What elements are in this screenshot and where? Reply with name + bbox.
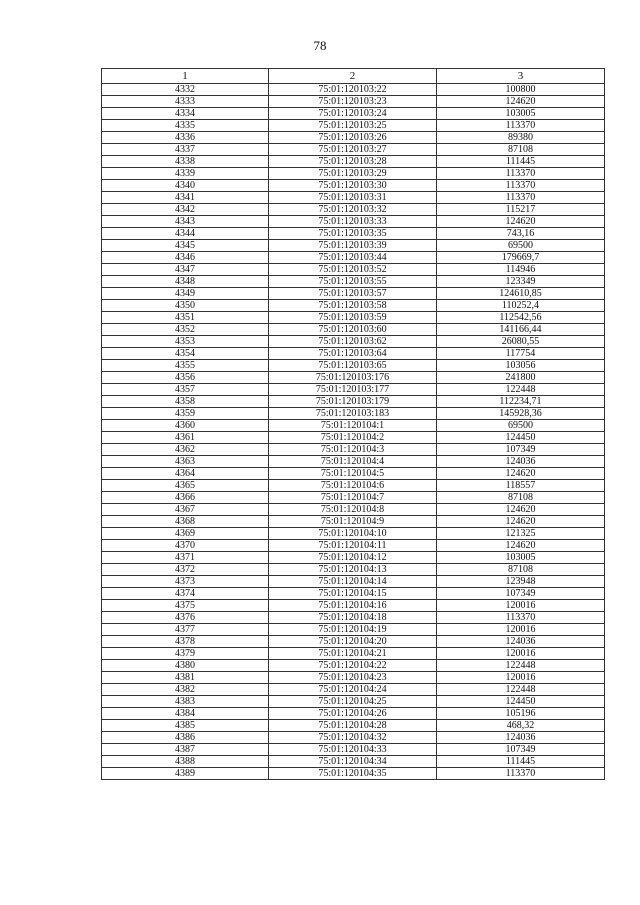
cadastral-number-cell: 75:01:120104:11 [269, 540, 437, 552]
table-row [102, 84, 605, 96]
table-row [102, 360, 605, 372]
table-row [102, 648, 605, 660]
table-row [102, 204, 605, 216]
table-row [102, 228, 605, 240]
table-row [102, 312, 605, 324]
value-cell: 124450 [437, 432, 605, 444]
row-number-cell: 4343 [102, 216, 269, 228]
cadastral-number-cell: 75:01:120103:58 [269, 300, 437, 312]
value-cell: 743,16 [437, 228, 605, 240]
table-row [102, 768, 605, 780]
value-cell: 112542,56 [437, 312, 605, 324]
cadastral-number-cell: 75:01:120104:34 [269, 756, 437, 768]
cadastral-number-cell: 75:01:120103:22 [269, 84, 437, 96]
table-row [102, 408, 605, 420]
value-cell: 122448 [437, 684, 605, 696]
cadastral-number-cell: 75:01:120104:2 [269, 432, 437, 444]
row-number-cell: 4371 [102, 552, 269, 564]
value-cell: 112234,71 [437, 396, 605, 408]
row-number-cell: 4356 [102, 372, 269, 384]
value-cell: 105196 [437, 708, 605, 720]
table-row [102, 192, 605, 204]
value-cell: 107349 [437, 444, 605, 456]
cadastral-number-cell: 75:01:120103:179 [269, 396, 437, 408]
row-number-cell: 4367 [102, 504, 269, 516]
row-number-cell: 4358 [102, 396, 269, 408]
cadastral-number-cell: 75:01:120104:21 [269, 648, 437, 660]
table-row [102, 696, 605, 708]
row-number-cell: 4351 [102, 312, 269, 324]
cadastral-number-cell: 75:01:120104:23 [269, 672, 437, 684]
value-cell: 120016 [437, 600, 605, 612]
value-cell: 124036 [437, 732, 605, 744]
row-number-cell: 4350 [102, 300, 269, 312]
table-row [102, 348, 605, 360]
row-number-cell: 4353 [102, 336, 269, 348]
value-cell: 120016 [437, 624, 605, 636]
cadastral-number-cell: 75:01:120103:60 [269, 324, 437, 336]
cadastral-number-cell: 75:01:120104:18 [269, 612, 437, 624]
value-cell: 114946 [437, 264, 605, 276]
cadastral-number-cell: 75:01:120103:29 [269, 168, 437, 180]
value-cell: 124620 [437, 216, 605, 228]
value-cell: 111445 [437, 156, 605, 168]
row-number-cell: 4348 [102, 276, 269, 288]
row-number-cell: 4370 [102, 540, 269, 552]
row-number-cell: 4347 [102, 264, 269, 276]
cadastral-number-cell: 75:01:120103:177 [269, 384, 437, 396]
table-row [102, 600, 605, 612]
cadastral-number-cell: 75:01:120104:15 [269, 588, 437, 600]
value-cell: 87108 [437, 144, 605, 156]
column-header-3: 3 [437, 69, 605, 84]
value-cell: 122448 [437, 660, 605, 672]
row-number-cell: 4352 [102, 324, 269, 336]
table-row [102, 492, 605, 504]
value-cell: 124450 [437, 696, 605, 708]
value-cell: 120016 [437, 672, 605, 684]
row-number-cell: 4372 [102, 564, 269, 576]
cadastral-number-cell: 75:01:120104:26 [269, 708, 437, 720]
value-cell: 110252,4 [437, 300, 605, 312]
row-number-cell: 4360 [102, 420, 269, 432]
cadastral-number-cell: 75:01:120103:30 [269, 180, 437, 192]
table-row [102, 576, 605, 588]
value-cell: 26080,55 [437, 336, 605, 348]
table-row [102, 276, 605, 288]
table-row [102, 612, 605, 624]
value-cell: 241800 [437, 372, 605, 384]
row-number-cell: 4335 [102, 120, 269, 132]
value-cell: 115217 [437, 204, 605, 216]
table-row [102, 444, 605, 456]
cadastral-number-cell: 75:01:120103:57 [269, 288, 437, 300]
row-number-cell: 4355 [102, 360, 269, 372]
table-row [102, 384, 605, 396]
table-row [102, 432, 605, 444]
row-number-cell: 4359 [102, 408, 269, 420]
table-row [102, 588, 605, 600]
value-cell: 69500 [437, 420, 605, 432]
row-number-cell: 4373 [102, 576, 269, 588]
cadastral-number-cell: 75:01:120104:35 [269, 768, 437, 780]
value-cell: 113370 [437, 180, 605, 192]
row-number-cell: 4357 [102, 384, 269, 396]
row-number-cell: 4389 [102, 768, 269, 780]
cadastral-number-cell: 75:01:120104:7 [269, 492, 437, 504]
cadastral-number-cell: 75:01:120104:19 [269, 624, 437, 636]
cadastral-number-cell: 75:01:120104:20 [269, 636, 437, 648]
table-row [102, 264, 605, 276]
row-number-cell: 4332 [102, 84, 269, 96]
cadastral-number-cell: 75:01:120103:32 [269, 204, 437, 216]
table-row [102, 120, 605, 132]
value-cell: 122448 [437, 384, 605, 396]
table-row [102, 180, 605, 192]
value-cell: 118557 [437, 480, 605, 492]
cadastral-number-cell: 75:01:120104:28 [269, 720, 437, 732]
value-cell: 113370 [437, 768, 605, 780]
cadastral-number-cell: 75:01:120104:13 [269, 564, 437, 576]
row-number-cell: 4382 [102, 684, 269, 696]
row-number-cell: 4375 [102, 600, 269, 612]
table-row [102, 564, 605, 576]
row-number-cell: 4378 [102, 636, 269, 648]
value-cell: 107349 [437, 744, 605, 756]
cadastral-number-cell: 75:01:120103:176 [269, 372, 437, 384]
cadastral-number-cell: 75:01:120104:22 [269, 660, 437, 672]
data-table [101, 68, 605, 780]
cadastral-number-cell: 75:01:120103:52 [269, 264, 437, 276]
table-row [102, 288, 605, 300]
cadastral-number-cell: 75:01:120103:27 [269, 144, 437, 156]
cadastral-number-cell: 75:01:120104:4 [269, 456, 437, 468]
value-cell: 87108 [437, 492, 605, 504]
cadastral-number-cell: 75:01:120103:35 [269, 228, 437, 240]
row-number-cell: 4379 [102, 648, 269, 660]
value-cell: 121325 [437, 528, 605, 540]
row-number-cell: 4333 [102, 96, 269, 108]
table-row [102, 468, 605, 480]
row-number-cell: 4368 [102, 516, 269, 528]
cadastral-number-cell: 75:01:120103:44 [269, 252, 437, 264]
row-number-cell: 4346 [102, 252, 269, 264]
row-number-cell: 4364 [102, 468, 269, 480]
value-cell: 117754 [437, 348, 605, 360]
table-body [102, 84, 605, 780]
cadastral-number-cell: 75:01:120103:24 [269, 108, 437, 120]
table-row [102, 300, 605, 312]
value-cell: 111445 [437, 756, 605, 768]
table-row [102, 540, 605, 552]
value-cell: 468,32 [437, 720, 605, 732]
cadastral-number-cell: 75:01:120104:24 [269, 684, 437, 696]
cadastral-number-cell: 75:01:120103:64 [269, 348, 437, 360]
value-cell: 123349 [437, 276, 605, 288]
value-cell: 124620 [437, 540, 605, 552]
value-cell: 103056 [437, 360, 605, 372]
table-row [102, 324, 605, 336]
table-row [102, 108, 605, 120]
table-row [102, 516, 605, 528]
cadastral-number-cell: 75:01:120104:10 [269, 528, 437, 540]
table-row [102, 144, 605, 156]
value-cell: 124036 [437, 456, 605, 468]
row-number-cell: 4337 [102, 144, 269, 156]
cadastral-number-cell: 75:01:120104:33 [269, 744, 437, 756]
table-row [102, 744, 605, 756]
value-cell: 124620 [437, 504, 605, 516]
table-row [102, 528, 605, 540]
cadastral-number-cell: 75:01:120103:59 [269, 312, 437, 324]
table-row [102, 624, 605, 636]
row-number-cell: 4383 [102, 696, 269, 708]
value-cell: 145928,36 [437, 408, 605, 420]
row-number-cell: 4385 [102, 720, 269, 732]
table-row [102, 504, 605, 516]
table-row [102, 756, 605, 768]
value-cell: 113370 [437, 168, 605, 180]
value-cell: 87108 [437, 564, 605, 576]
row-number-cell: 4362 [102, 444, 269, 456]
value-cell: 124620 [437, 96, 605, 108]
cadastral-number-cell: 75:01:120103:65 [269, 360, 437, 372]
row-number-cell: 4366 [102, 492, 269, 504]
cadastral-number-cell: 75:01:120104:6 [269, 480, 437, 492]
value-cell: 124036 [437, 636, 605, 648]
row-number-cell: 4386 [102, 732, 269, 744]
cadastral-number-cell: 75:01:120103:33 [269, 216, 437, 228]
row-number-cell: 4344 [102, 228, 269, 240]
cadastral-number-cell: 75:01:120104:9 [269, 516, 437, 528]
column-header-2: 2 [269, 69, 437, 84]
row-number-cell: 4376 [102, 612, 269, 624]
value-cell: 179669,7 [437, 252, 605, 264]
cadastral-number-cell: 75:01:120103:25 [269, 120, 437, 132]
value-cell: 123948 [437, 576, 605, 588]
cadastral-number-cell: 75:01:120103:55 [269, 276, 437, 288]
table-row [102, 672, 605, 684]
value-cell: 69500 [437, 240, 605, 252]
value-cell: 100800 [437, 84, 605, 96]
value-cell: 124610,85 [437, 288, 605, 300]
cadastral-number-cell: 75:01:120103:28 [269, 156, 437, 168]
table-row [102, 684, 605, 696]
table-row [102, 636, 605, 648]
value-cell: 103005 [437, 552, 605, 564]
cadastral-number-cell: 75:01:120103:62 [269, 336, 437, 348]
row-number-cell: 4369 [102, 528, 269, 540]
cadastral-number-cell: 75:01:120104:32 [269, 732, 437, 744]
row-number-cell: 4340 [102, 180, 269, 192]
row-number-cell: 4377 [102, 624, 269, 636]
value-cell: 113370 [437, 192, 605, 204]
column-header-1: 1 [102, 69, 269, 84]
cadastral-number-cell: 75:01:120104:14 [269, 576, 437, 588]
table-header [102, 69, 605, 84]
cadastral-number-cell: 75:01:120103:31 [269, 192, 437, 204]
row-number-cell: 4334 [102, 108, 269, 120]
row-number-cell: 4354 [102, 348, 269, 360]
row-number-cell: 4339 [102, 168, 269, 180]
table-row [102, 240, 605, 252]
cadastral-number-cell: 75:01:120104:12 [269, 552, 437, 564]
table-row [102, 372, 605, 384]
cadastral-number-cell: 75:01:120104:5 [269, 468, 437, 480]
value-cell: 124620 [437, 468, 605, 480]
row-number-cell: 4380 [102, 660, 269, 672]
cadastral-number-cell: 75:01:120104:3 [269, 444, 437, 456]
value-cell: 89380 [437, 132, 605, 144]
row-number-cell: 4384 [102, 708, 269, 720]
table-row [102, 252, 605, 264]
table-row [102, 480, 605, 492]
page-number: 78 [313, 38, 327, 53]
row-number-cell: 4365 [102, 480, 269, 492]
row-number-cell: 4336 [102, 132, 269, 144]
table-row [102, 708, 605, 720]
table-row [102, 156, 605, 168]
table-row [102, 96, 605, 108]
table-row [102, 420, 605, 432]
cadastral-number-cell: 75:01:120104:25 [269, 696, 437, 708]
row-number-cell: 4349 [102, 288, 269, 300]
value-cell: 113370 [437, 120, 605, 132]
cadastral-number-cell: 75:01:120104:8 [269, 504, 437, 516]
value-cell: 124620 [437, 516, 605, 528]
row-number-cell: 4345 [102, 240, 269, 252]
value-cell: 141166,44 [437, 324, 605, 336]
row-number-cell: 4374 [102, 588, 269, 600]
row-number-cell: 4341 [102, 192, 269, 204]
cadastral-number-cell: 75:01:120103:39 [269, 240, 437, 252]
row-number-cell: 4388 [102, 756, 269, 768]
table-row [102, 336, 605, 348]
header-row [102, 69, 605, 84]
table-row [102, 396, 605, 408]
value-cell: 103005 [437, 108, 605, 120]
row-number-cell: 4338 [102, 156, 269, 168]
cadastral-number-cell: 75:01:120104:1 [269, 420, 437, 432]
row-number-cell: 4381 [102, 672, 269, 684]
table-row [102, 552, 605, 564]
row-number-cell: 4342 [102, 204, 269, 216]
row-number-cell: 4387 [102, 744, 269, 756]
table-row [102, 720, 605, 732]
table-row [102, 168, 605, 180]
table-row [102, 216, 605, 228]
row-number-cell: 4361 [102, 432, 269, 444]
cadastral-number-cell: 75:01:120103:26 [269, 132, 437, 144]
cadastral-number-cell: 75:01:120104:16 [269, 600, 437, 612]
value-cell: 107349 [437, 588, 605, 600]
table-row [102, 660, 605, 672]
table-row [102, 132, 605, 144]
value-cell: 120016 [437, 648, 605, 660]
row-number-cell: 4363 [102, 456, 269, 468]
table-row [102, 732, 605, 744]
cadastral-number-cell: 75:01:120103:23 [269, 96, 437, 108]
value-cell: 113370 [437, 612, 605, 624]
table-row [102, 456, 605, 468]
cadastral-number-cell: 75:01:120103:183 [269, 408, 437, 420]
